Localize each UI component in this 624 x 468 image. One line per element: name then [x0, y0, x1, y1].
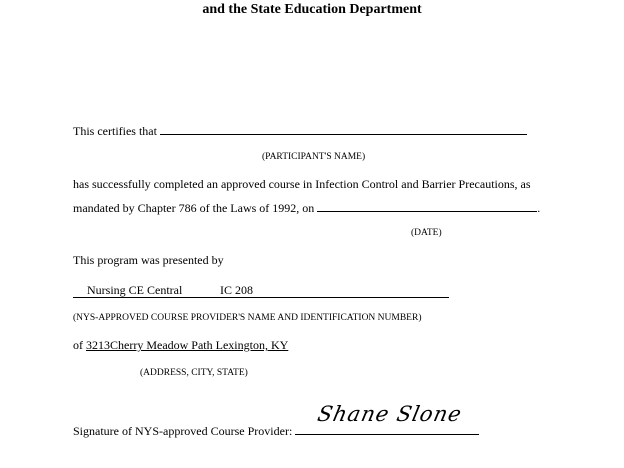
- date-period: .: [537, 201, 541, 215]
- date-caption: (DATE): [411, 228, 442, 238]
- address-line: [73, 338, 288, 353]
- of-label: of: [73, 338, 83, 352]
- presented-by-label: This program was presented by: [73, 253, 224, 267]
- completed-line-1: has successfully completed an approved course in Infection Control and Barrier Precautions, as: [73, 177, 531, 191]
- completed-line-2: [73, 199, 540, 216]
- address-caption: (ADDRESS, CITY, STATE): [140, 368, 248, 378]
- signature-label: Signature of NYS-approved Course Provider:: [73, 424, 293, 438]
- completion-date-field[interactable]: [317, 199, 537, 212]
- provider-signature: Shane Slone: [315, 402, 465, 426]
- provider-caption: (NYS-APPROVED COURSE PROVIDER'S NAME AND IDENTIFICATION NUMBER): [73, 313, 422, 323]
- completed-line-2-text: mandated by Chapter 786 of the Laws of 1992, on: [73, 201, 315, 215]
- participant-caption: (PARTICIPANT'S NAME): [262, 152, 366, 162]
- provider-name: Nursing CE Central: [87, 283, 183, 297]
- certifies-label: This certifies that: [73, 124, 157, 138]
- participant-name-field[interactable]: [160, 122, 527, 135]
- certifies-line: [73, 122, 527, 139]
- address-value[interactable]: 3213Cherry Meadow Path Lexington, KY: [86, 338, 289, 352]
- provider-field[interactable]: [73, 283, 449, 298]
- provider-id: IC 208: [220, 283, 253, 297]
- provider-line[interactable]: [73, 283, 449, 302]
- page-heading: and the State Education Department: [202, 2, 422, 17]
